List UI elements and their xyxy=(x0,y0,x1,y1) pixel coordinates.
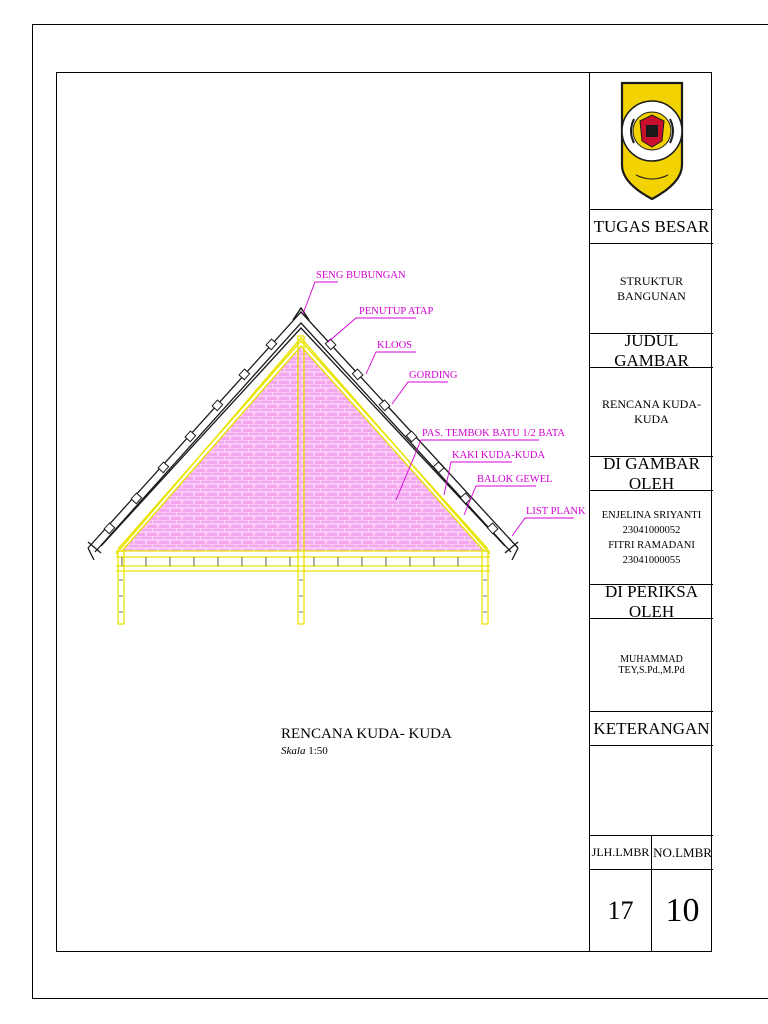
column-hatch xyxy=(119,580,487,612)
jlh-label: JLH.LMBR xyxy=(590,836,651,870)
digambar-label: DI GAMBAR OLEH xyxy=(590,457,713,491)
sheet-border-left xyxy=(32,24,33,999)
logo-cell xyxy=(590,72,713,210)
scale-value: 1:50 xyxy=(308,745,328,757)
truss-drawing xyxy=(56,240,589,640)
callout-kaki-kuda-kuda: KAKI KUDA-KUDA xyxy=(452,450,546,461)
callout-tembok: PAS. TEMBOK BATU 1/2 BATA xyxy=(422,428,565,439)
callout-seng-bubungan: SENG BUBUNGAN xyxy=(316,270,406,281)
drawer-name-2: FITRI RAMADANI xyxy=(608,539,695,551)
judul-value: RENCANA KUDA-KUDA xyxy=(590,368,713,457)
drawing-scale xyxy=(281,745,328,757)
sheet-border-bottom xyxy=(32,998,768,999)
tugas-value: STRUKTUR BANGUNAN xyxy=(590,244,713,334)
judul-label: JUDUL GAMBAR xyxy=(590,334,713,368)
drawers-cell xyxy=(590,491,713,585)
no-column xyxy=(652,836,713,952)
title-block xyxy=(589,72,712,952)
university-logo-icon xyxy=(612,79,692,203)
scale-word: Skala xyxy=(281,745,306,757)
diperiksa-label: DI PERIKSA OLEH xyxy=(590,585,713,619)
drawing-title: RENCANA KUDA- KUDA xyxy=(281,726,452,742)
jlh-value: 17 xyxy=(607,896,634,925)
callout-kloos: KLOOS xyxy=(377,340,413,351)
drawer-name-1: ENJELINA SRIYANTI xyxy=(601,509,702,521)
jlh-column xyxy=(590,836,652,952)
no-value: 10 xyxy=(665,892,700,929)
keterangan-label: KETERANGAN xyxy=(590,712,713,746)
callout-gording: GORDING xyxy=(409,370,458,381)
beam-hatch xyxy=(122,557,482,566)
callout-list-plank: LIST PLANK xyxy=(526,506,586,517)
checker-name: MUHAMMAD TEY,S.Pd.,M.Pd xyxy=(590,619,713,712)
sheet-border-top xyxy=(32,24,768,25)
drawer-id-2: 23041000055 xyxy=(622,554,681,566)
tugas-label: TUGAS BESAR xyxy=(590,210,713,244)
drawer-id-1: 23041000052 xyxy=(622,524,681,536)
keterangan-body xyxy=(590,746,713,836)
callout-balok-gewel: BALOK GEWEL xyxy=(477,474,553,485)
no-label: NO.LMBR xyxy=(652,836,713,870)
callout-penutup-atap: PENUTUP ATAP xyxy=(359,306,434,317)
